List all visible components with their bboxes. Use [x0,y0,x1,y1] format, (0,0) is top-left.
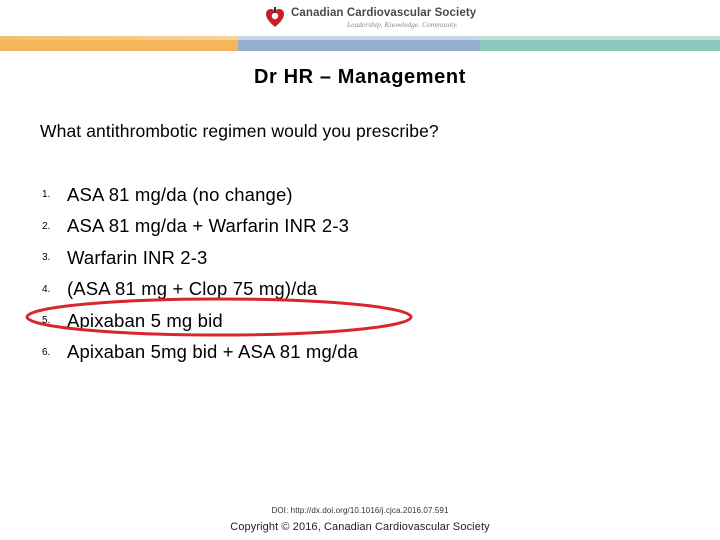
org-name: Canadian Cardiovascular Society [291,7,477,19]
ccs-logo [265,6,476,36]
option-number: 4. [42,283,51,295]
option-number: 6. [42,346,51,358]
header-stripe-green [480,40,720,51]
doi-text: DOI: http://dx.doi.org/10.1016/j.cjca.2016.07.591 [271,506,449,515]
slide-title [0,66,720,89]
copyright-text: Copyright © 2016, Canadian Cardiovascular Society [230,521,490,533]
option-item [42,211,358,243]
header-stripe-orange [0,40,238,51]
option-number: 1. [42,189,51,201]
question-text: What antithrombotic regimen would you prescribe? [40,121,439,141]
org-tagline: Leadership. Knowledge. Community. [347,20,459,29]
heart-icon [265,7,285,29]
option-text: Apixaban 5 mg bid [67,309,223,331]
option-text: ASA 81 mg/da + Warfarin INR 2-3 [67,215,350,237]
header [0,0,720,40]
option-text: ASA 81 mg/da (no change) [67,183,293,205]
option-number: 2. [42,220,51,232]
header-stripe-blue [238,40,480,51]
option-item [42,337,358,369]
option-text: (ASA 81 mg + Clop 75 mg)/da [67,278,318,300]
options-list [42,179,358,368]
answer-highlight-ellipse [24,296,414,338]
option-item [42,242,358,274]
option-number: 3. [42,252,51,264]
slide-title-text: Dr HR – Management [254,66,466,88]
option-item [42,179,358,211]
option-number: 5. [42,315,51,327]
option-text: Apixaban 5mg bid + ASA 81 mg/da [67,341,359,363]
option-text: Warfarin INR 2-3 [67,246,208,268]
